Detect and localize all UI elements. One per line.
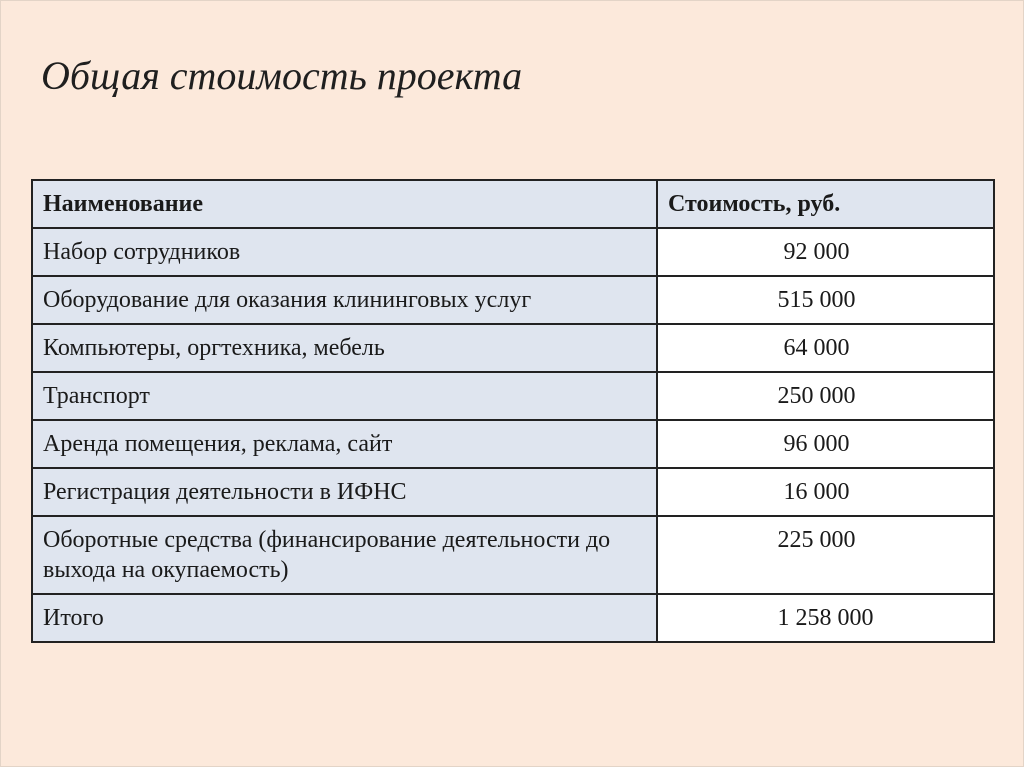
row-name: Оборудование для оказания клининговых услуг <box>32 276 657 324</box>
slide-title: Общая стоимость проекта <box>41 53 523 98</box>
project-cost-table <box>31 179 995 643</box>
row-name: Регистрация деятельности в ИФНС <box>32 468 657 516</box>
total-label: Итого <box>32 594 657 642</box>
table-row <box>32 468 994 516</box>
row-cost: 515 000 <box>657 276 994 324</box>
table-header-row <box>32 180 994 228</box>
row-cost: 250 000 <box>657 372 994 420</box>
table-row <box>32 324 994 372</box>
row-name: Аренда помещения, реклама, сайт <box>32 420 657 468</box>
row-cost: 92 000 <box>657 228 994 276</box>
row-cost: 64 000 <box>657 324 994 372</box>
total-cost: 1 258 000 <box>657 594 994 642</box>
row-cost: 96 000 <box>657 420 994 468</box>
header-cost: Стоимость, руб. <box>657 180 994 228</box>
table-total-row <box>32 594 994 642</box>
header-name: Наименование <box>32 180 657 228</box>
row-cost: 16 000 <box>657 468 994 516</box>
row-name: Оборотные средства (финансирование деятельности до выхода на окупаемость) <box>32 516 657 594</box>
table-row <box>32 420 994 468</box>
table-row <box>32 228 994 276</box>
row-name: Компьютеры, оргтехника, мебель <box>32 324 657 372</box>
row-cost: 225 000 <box>657 516 994 594</box>
table-row <box>32 276 994 324</box>
row-name: Набор сотрудников <box>32 228 657 276</box>
table-row <box>32 372 994 420</box>
table-row <box>32 516 994 594</box>
row-name: Транспорт <box>32 372 657 420</box>
